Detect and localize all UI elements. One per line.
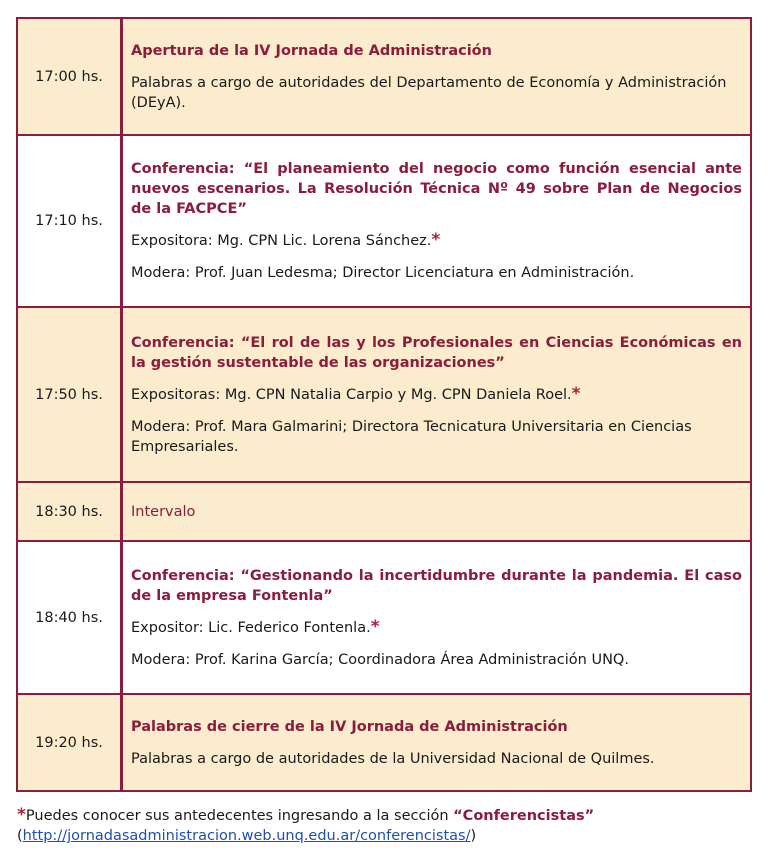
time-cell: 18:30 hs. <box>17 482 122 541</box>
speaker-line <box>131 618 742 638</box>
schedule-row <box>17 541 751 694</box>
content-cell <box>122 482 752 541</box>
footnote <box>17 806 737 846</box>
speaker-text: Expositor: Lic. Federico Fontenla. <box>131 619 371 636</box>
session-title: Conferencia: “El rol de las y los Profesionales en Ciencias Económicas en la gestión sustentable de las organizaciones” <box>131 334 742 371</box>
schedule-row <box>17 307 751 482</box>
conferencistas-link[interactable]: http://jornadasadministracion.web.unq.edu.ar/conferencistas/ <box>22 828 471 844</box>
session-title: Apertura de la IV Jornada de Administración <box>131 42 492 59</box>
schedule-row <box>17 18 751 135</box>
speaker-line <box>131 231 742 251</box>
time-cell: 19:20 hs. <box>17 694 122 791</box>
time-cell: 17:10 hs. <box>17 135 122 307</box>
speaker-text: Expositoras: Mg. CPN Natalia Carpio y Mg. CPN Daniela Roel. <box>131 386 572 403</box>
content-cell <box>122 307 752 482</box>
schedule-table <box>16 17 752 792</box>
footnote-close-paren: ) <box>470 828 477 844</box>
content-cell <box>122 18 752 135</box>
footnote-star: * <box>571 383 581 404</box>
footnote-star: * <box>370 616 380 637</box>
footnote-text: Puedes conocer sus antedecentes ingresando a la sección <box>25 808 449 824</box>
speaker-line <box>131 385 742 405</box>
session-title: Conferencia: “El planeamiento del negocio como función esencial ante nuevos escenarios. La Resolución Técnica Nº 49 sobre Plan de Negocios de la FACPCE” <box>131 161 742 217</box>
time-cell: 18:40 hs. <box>17 541 122 694</box>
moderator-line: Modera: Prof. Mara Galmarini; Directora Tecnicatura Universitaria en Ciencias Empresariales. <box>131 418 692 455</box>
schedule-row <box>17 135 751 307</box>
session-title: Conferencia: “Gestionando la incertidumbre durante la pandemia. El caso de la empresa Fontenla” <box>131 567 742 604</box>
footnote-star: * <box>431 230 441 250</box>
content-cell <box>122 135 752 307</box>
moderator-line: Modera: Prof. Juan Ledesma; Director Licenciatura en Administración. <box>131 265 635 281</box>
schedule-row <box>17 482 751 541</box>
footnote-star: * <box>17 805 26 825</box>
session-description: Palabras a cargo de autoridades de la Universidad Nacional de Quilmes. <box>131 750 655 767</box>
session-title: Palabras de cierre de la IV Jornada de Administración <box>131 718 568 735</box>
speaker-text: Expositora: Mg. CPN Lic. Lorena Sánchez. <box>131 233 432 249</box>
time-cell: 17:00 hs. <box>17 18 122 135</box>
time-cell: 17:50 hs. <box>17 307 122 482</box>
session-description: Palabras a cargo de autoridades del Departamento de Economía y Administración (DEyA). <box>131 74 727 111</box>
content-cell <box>122 541 752 694</box>
moderator-line: Modera: Prof. Karina García; Coordinadora Área Administración UNQ. <box>131 651 629 668</box>
schedule-row <box>17 694 751 791</box>
content-cell <box>122 694 752 791</box>
interval-label: Intervalo <box>131 503 196 520</box>
footnote-open-paren: ( <box>17 828 23 844</box>
footnote-section-name: “Conferencistas” <box>453 808 595 824</box>
